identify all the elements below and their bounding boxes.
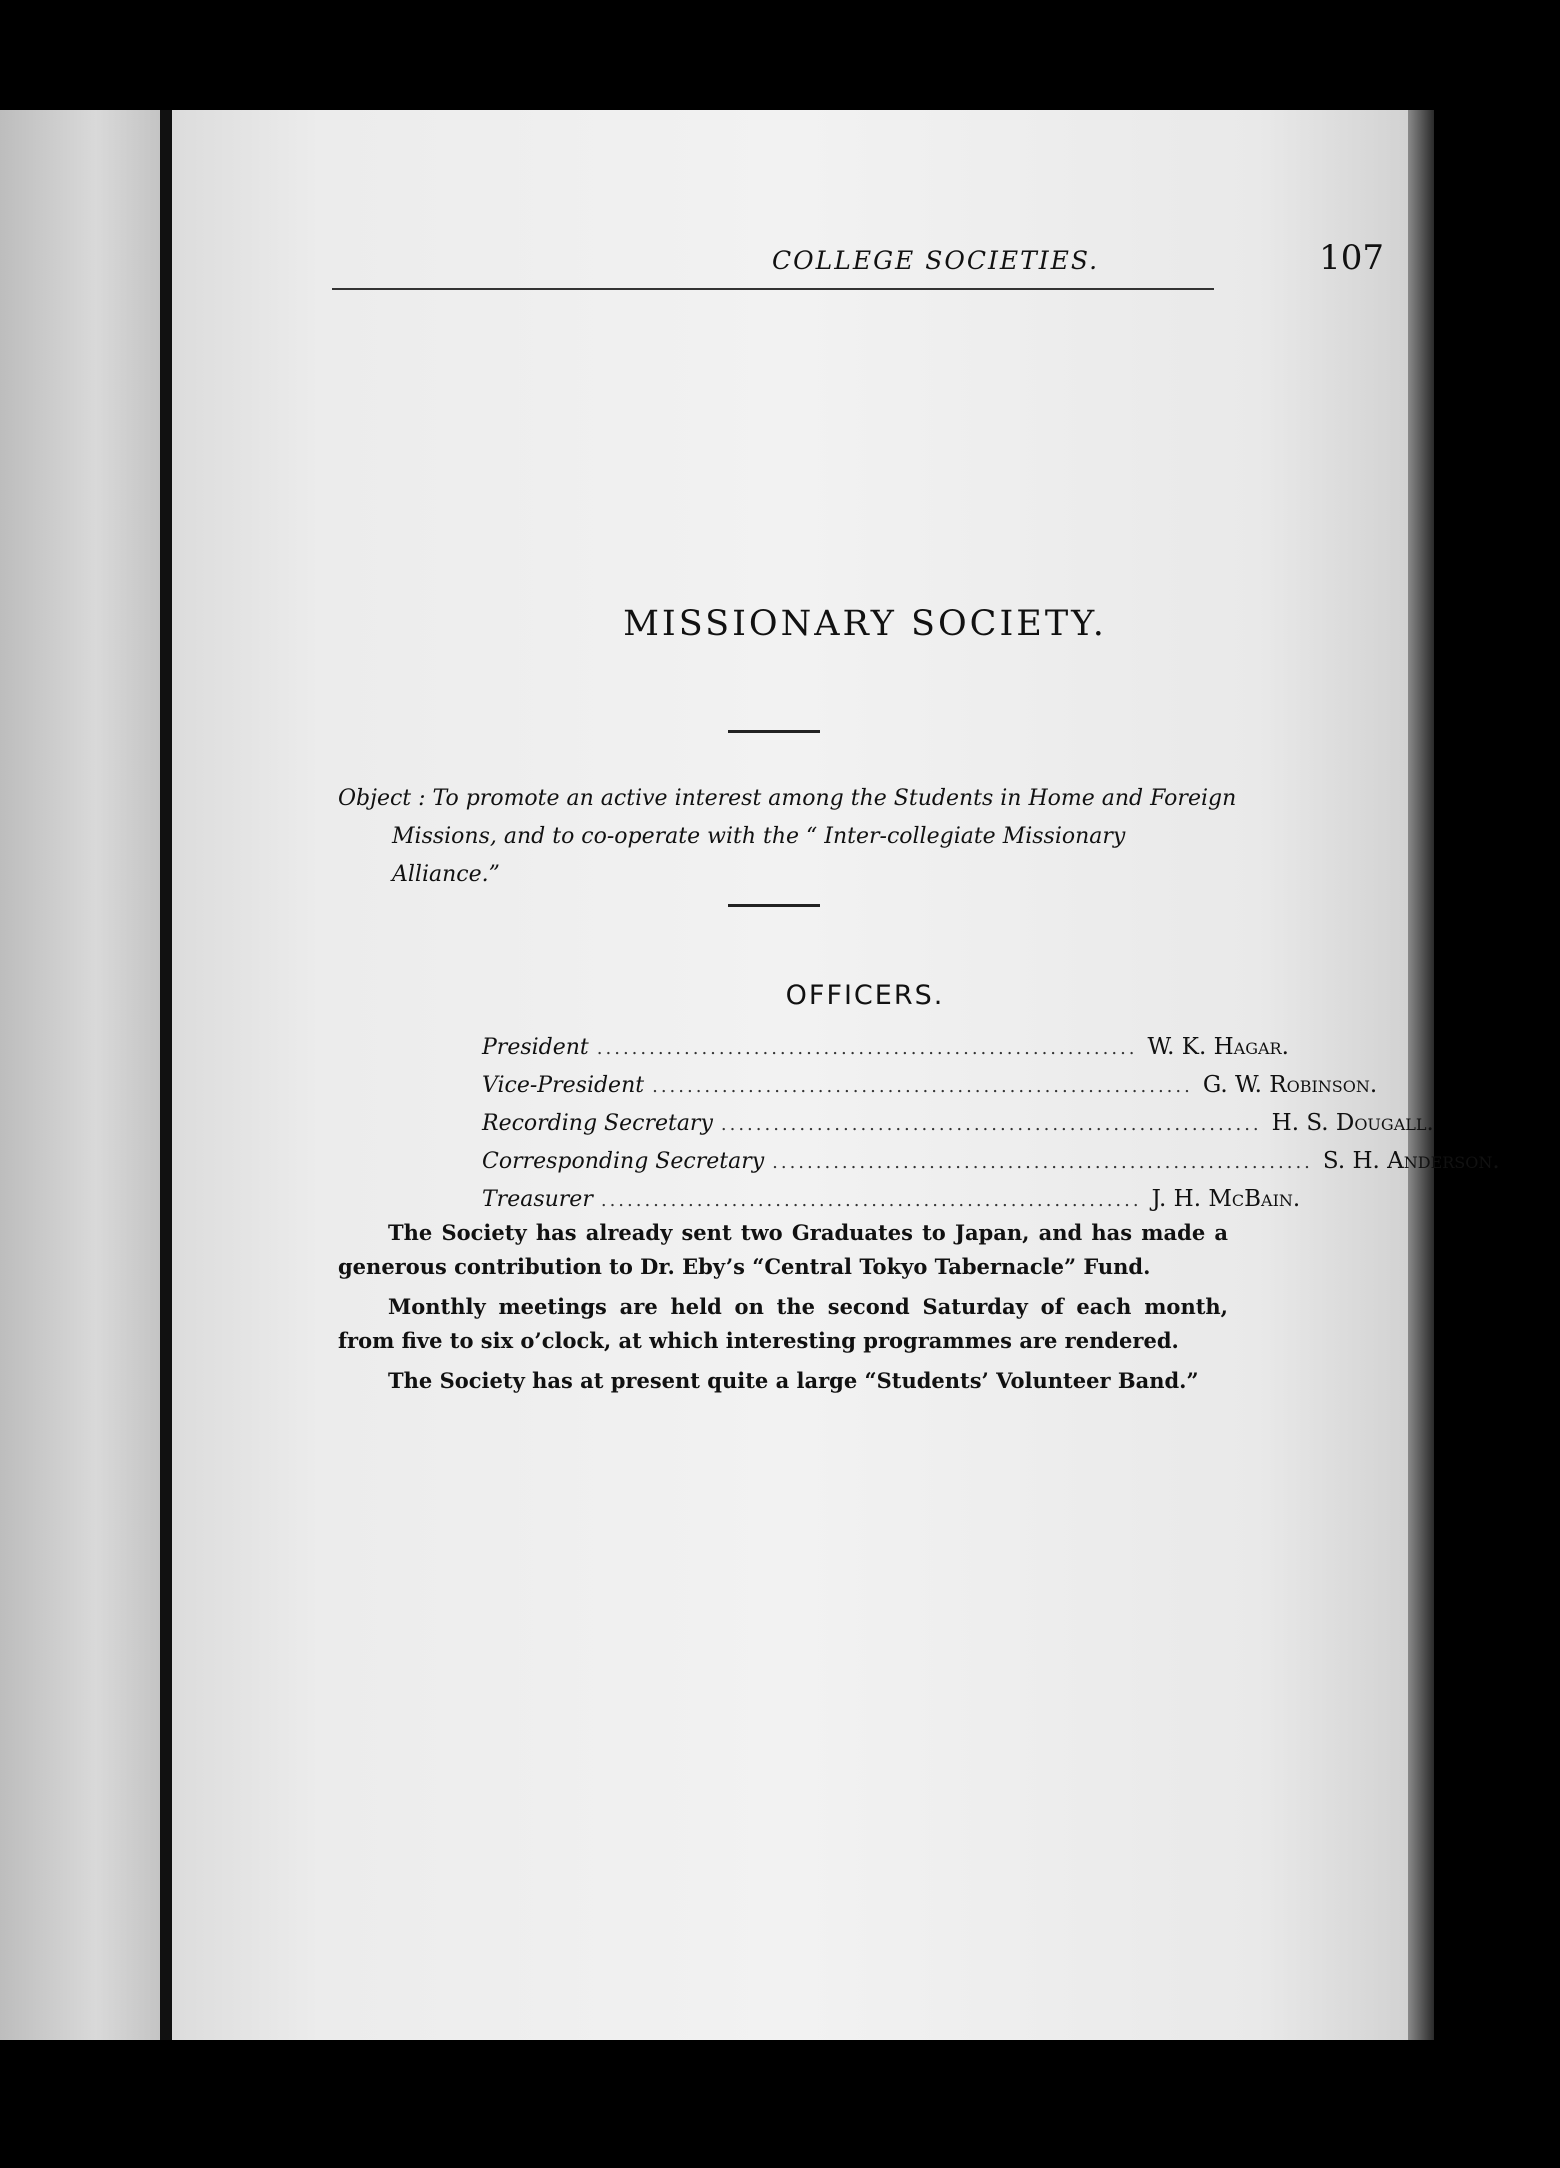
dot-leader: .............................................................. [720,1114,1262,1135]
divider-rule [728,730,820,733]
page-edge-shadow [1408,110,1434,2040]
officer-name: H. S. Dougall. [1271,1110,1434,1136]
book-page [172,110,1500,2040]
officer-name: W. K. Hagar. [1147,1034,1289,1060]
dot-leader: .............................................................. [596,1038,1138,1059]
officer-row [482,1072,1378,1110]
object-statement [338,780,1238,894]
officer-name: J. H. McBain. [1151,1186,1301,1212]
header-rule [332,288,1214,290]
officer-name: G. W. Robinson. [1202,1072,1378,1098]
facing-page-edge [0,110,160,2040]
dot-leader: .............................................................. [652,1076,1193,1097]
officer-role: Recording Secretary [482,1111,713,1136]
body-text [338,1216,1228,1404]
dot-leader: .............................................................. [600,1190,1142,1211]
book-spine [160,110,172,2040]
officer-role: Treasurer [482,1187,593,1212]
dot-leader: .............................................................. [772,1152,1313,1173]
officers-heading: OFFICERS. [785,980,945,1011]
page-number: 107 [1319,238,1384,278]
officer-role: Corresponding Secretary [482,1149,765,1174]
officer-row [482,1148,1500,1186]
paragraph: The Society has already sent two Graduates to Japan, and has made a generous contribution to Dr. Eby’s “Central Tokyo Tabernacle” Fund. [338,1220,1228,1279]
divider-rule [728,904,820,907]
paragraph: Monthly meetings are held on the second Saturday of each month, from five to six o’clock, at which interesting programmes are rendered. [338,1294,1228,1353]
object-line: Missions, and to co-operate with the “ Inter-collegiate Missionary Alliance.” [392,824,1126,887]
officer-row [482,1110,1434,1148]
officer-role: President [482,1035,589,1060]
officer-name: S. H. Anderson. [1322,1148,1500,1174]
officers-list [482,1034,1500,1224]
running-title: COLLEGE SOCIETIES. [772,246,1100,275]
officer-row [482,1034,1289,1072]
officer-role: Vice-President [482,1073,645,1098]
running-head [332,238,1384,284]
paragraph: The Society has at present quite a large “Students’ Volunteer Band.” [388,1368,1199,1393]
section-title: MISSIONARY SOCIETY. [623,604,1107,644]
object-line: Object : To promote an active interest among the Students in Home and Foreign [338,786,1237,811]
